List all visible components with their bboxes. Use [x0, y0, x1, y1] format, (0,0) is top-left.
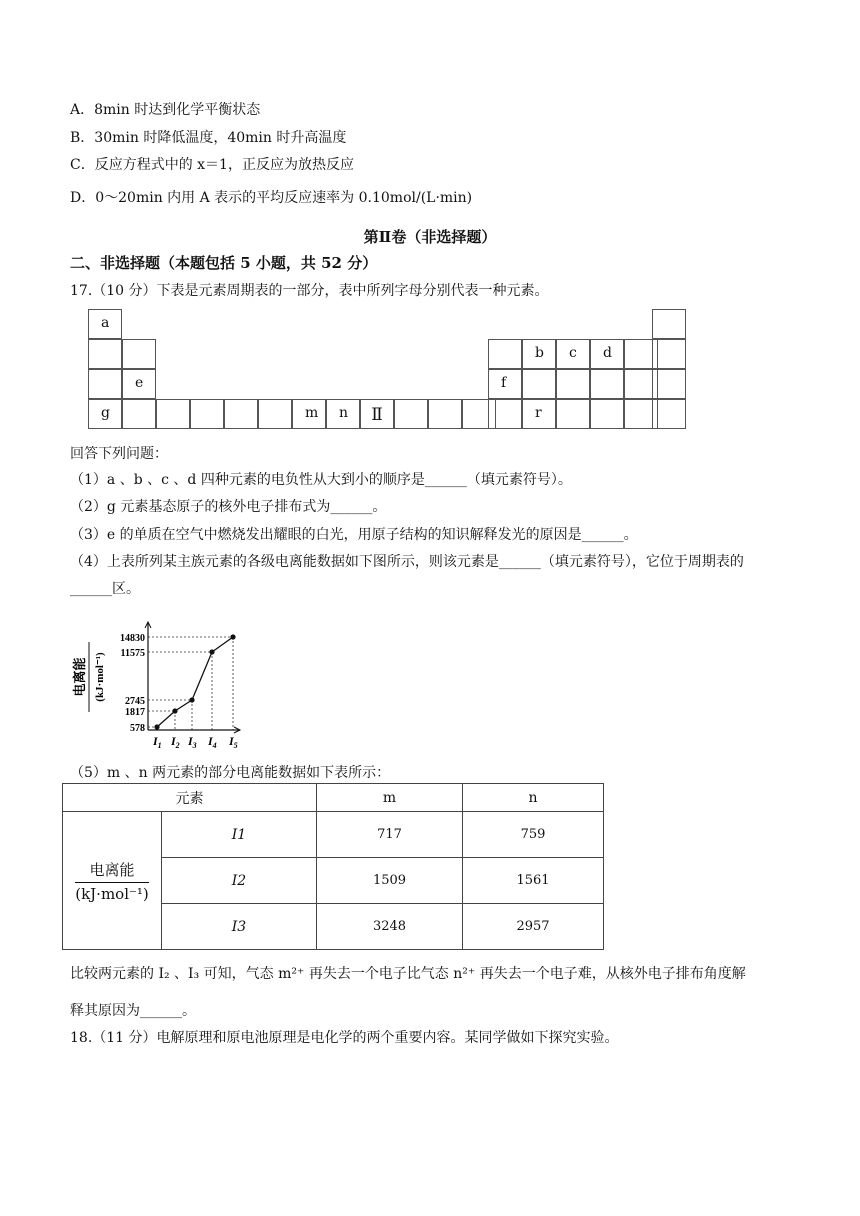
cell-e: e — [122, 369, 156, 399]
cell-empty — [590, 399, 624, 429]
cell-empty — [522, 369, 556, 399]
row-label: I2 — [162, 858, 317, 904]
q17-part3: （3）e 的单质在空气中燃烧发出耀眼的白光，用原子结构的知识解释发光的原因是______。 — [70, 527, 638, 543]
row-label: I1 — [162, 812, 317, 858]
y-axis-label: 电离能 — [73, 657, 88, 697]
data-point — [230, 634, 235, 639]
y-tick-label: 2745 — [125, 696, 145, 707]
x-tick-label: $I_4$ — [208, 734, 217, 750]
y-tick-label: 1817 — [125, 707, 145, 718]
q17-part5: （5）m 、n 两元素的部分电离能数据如下表所示： — [70, 765, 391, 781]
data-point — [172, 708, 177, 713]
cell-d: d — [590, 339, 624, 369]
x-tick-label: $I_1$ — [153, 734, 162, 750]
q17-part4a: （4）上表所列某主族元素的各级电离能数据如下图所示，则该元素是______（填元素符号），它位于周期表的 — [70, 554, 744, 570]
x-tick-label: $I_2$ — [171, 734, 180, 750]
cell-f: f — [488, 369, 522, 399]
compare-text-b: 释其原因为______。 — [70, 1003, 196, 1019]
section-title: 第Ⅱ卷（非选择题） — [363, 228, 497, 246]
value-m-i2: 1509 — [317, 858, 463, 904]
cell-empty — [590, 369, 624, 399]
cell-empty — [156, 399, 190, 429]
header-m: m — [317, 784, 463, 812]
q17-intro: 17.（10 分）下表是元素周期表的一部分，表中所列字母分别代表一种元素。 — [70, 283, 549, 299]
header-n: n — [463, 784, 604, 812]
series-line — [157, 637, 233, 727]
cell-empty — [652, 399, 686, 429]
y-axis-unit: (kJ·mol⁻¹) — [94, 652, 106, 702]
q17-part2: （2）g 元素基态原子的核外电子排布式为______。 — [70, 499, 387, 515]
cell-n: n — [326, 399, 360, 429]
y-tick-label: 14830 — [120, 633, 145, 644]
option-a: A．8min 时达到化学平衡状态 — [70, 102, 261, 118]
value-m-i1: 717 — [317, 812, 463, 858]
cell-empty — [122, 399, 156, 429]
cell-empty — [488, 399, 522, 429]
label-unit: (kJ·mol⁻¹) — [75, 884, 149, 903]
cell-group-ii: Ⅱ — [360, 399, 394, 429]
header-element: 元素 — [63, 784, 317, 812]
option-d: D．0～20min 内用 A 表示的平均反应速率为 0.10mol/(L·min) — [70, 190, 473, 206]
q17-part4b: ______区。 — [70, 581, 140, 597]
cell-empty — [488, 339, 522, 369]
y-tick-label: 578 — [130, 723, 145, 734]
cell-empty — [652, 339, 686, 369]
cell-empty — [88, 369, 122, 399]
x-tick-label: $I_3$ — [188, 734, 197, 750]
cell-empty — [258, 399, 292, 429]
cell-empty — [224, 399, 258, 429]
cell-b: b — [522, 339, 556, 369]
value-m-i3: 3248 — [317, 904, 463, 950]
q18-intro: 18.（11 分）电解原理和原电池原理是电化学的两个重要内容。某同学做如下探究实验。 — [70, 1030, 619, 1046]
compare-text-a: 比较两元素的 I₂ 、I₃ 可知，气态 m²⁺ 再失去一个电子比气态 n²⁺ 再失去一个电子难，从核外电子排布角度解 — [70, 966, 746, 982]
cell-empty — [428, 399, 462, 429]
cell-empty — [88, 339, 122, 369]
data-point — [154, 724, 159, 729]
cell-r: r — [522, 399, 556, 429]
q17-part1: （1）a 、b 、c 、d 四种元素的电负性从大到小的顺序是______（填元素符号）。 — [70, 472, 572, 488]
value-n-i1: 759 — [463, 812, 604, 858]
answer-prompt: 回答下列问题： — [70, 446, 168, 462]
value-n-i3: 2957 — [463, 904, 604, 950]
cell-m: m — [292, 399, 326, 429]
cell-empty — [394, 399, 428, 429]
ionization-energy-chart — [70, 612, 250, 754]
cell-a: a — [88, 309, 122, 339]
row-label: I3 — [162, 904, 317, 950]
section-heading: 二、非选择题（本题包括 5 小题，共 52 分） — [70, 254, 378, 272]
cell-empty — [122, 339, 156, 369]
cell-empty — [556, 369, 590, 399]
x-tick-label: $I_5$ — [229, 734, 238, 750]
cell-empty — [190, 399, 224, 429]
cell-g: g — [88, 399, 122, 429]
data-point — [209, 649, 214, 654]
label-top: 电离能 — [75, 859, 149, 883]
cell-empty — [652, 369, 686, 399]
y-tick-label: 11575 — [120, 648, 145, 659]
value-n-i2: 1561 — [463, 858, 604, 904]
cell-empty — [652, 309, 686, 339]
ionization-energy-table — [62, 783, 604, 950]
cell-c: c — [556, 339, 590, 369]
option-c: C．反应方程式中的 x＝1，正反应为放热反应 — [70, 157, 354, 173]
option-b: B．30min 时降低温度，40min 时升高温度 — [70, 130, 347, 146]
data-point — [189, 697, 194, 702]
cell-empty — [556, 399, 590, 429]
row-label-ionization-energy — [63, 812, 162, 950]
